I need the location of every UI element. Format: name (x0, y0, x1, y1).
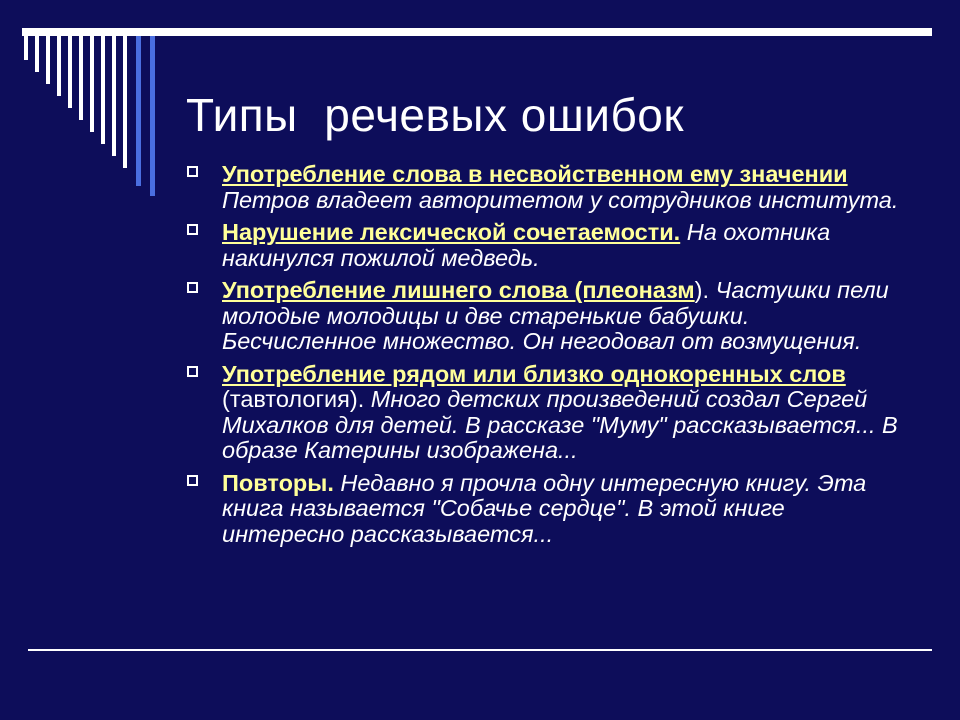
error-type-term: Употребление лишнего слова (плеоназм (222, 277, 695, 303)
example-text: Петров владеет авторитетом у сотрудников института. (222, 186, 899, 213)
square-bullet-icon (187, 475, 198, 486)
example-text: Недавно я прочла одну интересную книгу. Эта книга называется "Собачье сердце". В этой книге интересно рассказывается... (222, 469, 867, 547)
square-bullet-icon (187, 166, 198, 177)
square-bullet-icon (187, 366, 198, 377)
example-text: На охотника накинулся пожилой медведь. (222, 219, 831, 271)
term-suffix: ). (694, 277, 709, 303)
decorative-stripes (0, 0, 170, 200)
error-type-term: Повторы. (222, 469, 334, 496)
square-bullet-icon (187, 282, 198, 293)
bullet-list (186, 162, 906, 554)
square-bullet-icon (187, 224, 198, 235)
bullet-item (186, 471, 906, 548)
example-text: Частушки пели молодые молодицы и две старенькие бабушки. Бесчисленное множество. Он негодовал от возмущения. (222, 277, 889, 354)
error-type-term: Нарушение лексической сочетаемости. (222, 219, 681, 245)
error-type-term: Употребление рядом или близко однокоренных слов (222, 360, 846, 387)
bullet-item (186, 162, 906, 213)
bullet-item (186, 362, 906, 464)
bullet-item (186, 278, 906, 355)
term-suffix: (тавтология). (222, 386, 365, 412)
error-type-term: Употребление слова в несвойственном ему значении (222, 161, 848, 187)
bottom-rule (28, 649, 932, 651)
example-text: Много детских произведений создал Сергей Михалков для детей. В рассказе "Муму" рассказывается... В образе Катерины изображена... (222, 386, 898, 463)
slide-title: Типы речевых ошибок (186, 89, 685, 141)
bullet-item (186, 220, 906, 271)
